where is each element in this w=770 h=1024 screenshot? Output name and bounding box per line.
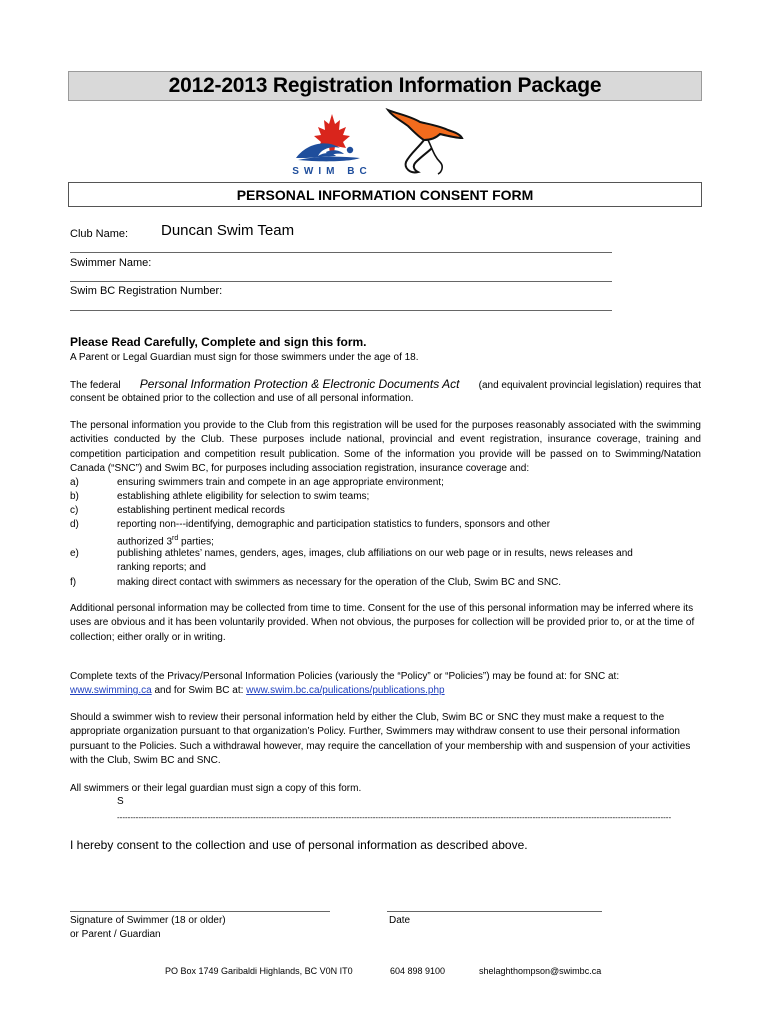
purpose-letter: d) [70, 519, 79, 530]
pipeda-prefix: The federal [70, 380, 121, 391]
manta-ray-logo [384, 104, 464, 182]
signature-label-2: or Parent / Guardian [70, 929, 161, 940]
date-line[interactable] [387, 911, 602, 912]
purpose-text-d-2a: authorized 3 [117, 536, 173, 548]
purpose-text-d-2b: parties; [178, 536, 214, 548]
swimbc-link[interactable]: www.swim.bc.ca/pulications/publications.php [246, 685, 445, 696]
form-title: PERSONAL INFORMATION CONSENT FORM [68, 182, 702, 207]
swimbc-logo [288, 112, 376, 182]
ordinal-suffix: rd [172, 535, 179, 542]
footer-phone: 604 898 9100 [390, 966, 446, 976]
purpose-item-e [70, 547, 79, 561]
withdrawal-text: Should a swimmer wish to review their personal information held by either the Club, Swim BC or SNC they must make a request to the appropriate organization pursuant to that organization’s Policy. Further, Swimmers may withdraw consent to use their personal information pursuant to the Policies. Such a withdrawal however, may require the cancellation of your membership with and suspension of your activities with the Club, Swim BC and SNC. [70, 712, 691, 766]
pipeda-line2: consent be obtained prior to the collection and use of all personal information. [70, 393, 414, 404]
signature-line[interactable] [70, 911, 330, 912]
additional-info: Additional personal information may be collected from time to time. Consent for the use of this personal information may be inferred where its uses are obvious and it has been voluntarily provided. When not obvious, the purposes for collection will be provided prior to, or at the time of collection; either orally or in writing. [70, 603, 695, 643]
guardian-note: A Parent or Legal Guardian must sign for those swimmers under the age of 18. [70, 352, 419, 363]
purpose-letter: b) [70, 491, 79, 502]
registration-number-label: Swim BC Registration Number: [70, 285, 223, 297]
purposes-intro: The personal information you provide to the Club from this registration will be used for the purposes reasonably associated with the swimming activities conducted by the Club. These purposes include national, provincial and event registration, insurance coverage, training and competition participation and competition result publication. Some of the information you provide will be passed on to Swimming/Natation Canada (“SNC”) and Swim BC, for purposes including association registration, insurance coverage and: [70, 420, 701, 474]
purpose-item-d [70, 518, 79, 532]
purpose-text-b: establishing athlete eligibility for selection to swim teams; [117, 491, 370, 502]
stray-letter: S [117, 796, 124, 807]
sign-copy-note: All swimmers or their legal guardian must sign a copy of this form. [70, 783, 362, 794]
club-name-label: Club Name: [70, 228, 129, 240]
policies-mid: and for Swim BC at: [154, 685, 244, 696]
purpose-letter: a) [70, 477, 79, 488]
purpose-text-e-2: ranking reports; and [117, 562, 206, 573]
purpose-text-c: establishing pertinent medical records [117, 505, 285, 516]
purpose-text-d: reporting non---identifying, demographic and participation statistics to funders, sponsors and other [117, 519, 551, 530]
swimmer-name-line[interactable] [70, 281, 612, 282]
snc-link[interactable]: www.swimming.ca [70, 685, 152, 696]
purpose-letter: f) [70, 577, 77, 588]
purpose-letter: e) [70, 548, 79, 559]
package-title: 2012-2013 Registration Information Package [68, 71, 702, 101]
consent-statement: I hereby consent to the collection and use of personal information as described above. [70, 838, 528, 852]
logo-text: SWIM BC [292, 166, 372, 177]
footer-address: PO Box 1749 Garibaldi Highlands, BC V0N IT0 [165, 966, 353, 976]
pipeda-act: Personal Information Protection & Electronic Documents Act [139, 377, 460, 391]
purpose-item-c [70, 504, 78, 518]
policies-links [70, 684, 701, 698]
date-label: Date [389, 915, 411, 926]
swimmer-name-label: Swimmer Name: [70, 257, 152, 269]
purpose-text-a: ensuring swimmers train and compete in an age appropriate environment; [117, 477, 444, 488]
instructions-heading: Please Read Carefully, Complete and sign this form. [70, 335, 367, 349]
purpose-text-e: publishing athletes’ names, genders, ages, images, club affiliations on our web page or in results, news releases and [117, 548, 633, 559]
purpose-item-f [70, 576, 76, 590]
registration-number-line[interactable] [70, 310, 612, 311]
purpose-letter: c) [70, 505, 79, 516]
policies-text: Complete texts of the Privacy/Personal Information Policies (variously the “Policy” or “Policies”) may be found at: for SNC at: [70, 671, 620, 682]
pipeda-suffix: (and equivalent provincial legislation) requires that [478, 380, 701, 391]
club-name-line [70, 252, 612, 253]
signature-label: Signature of Swimmer (18 or older) [70, 915, 226, 926]
purpose-text-f: making direct contact with swimmers as necessary for the operation of the Club, Swim BC and SNC. [117, 577, 562, 588]
club-name-value[interactable]: Duncan Swim Team [161, 222, 295, 239]
footer-email: shelaghthompson@swimbc.ca [479, 966, 602, 976]
manta-ray-icon [384, 104, 464, 182]
dashed-separator: ---------------------------------------------------------------------------------------------------------------------------------------------------------------------------------------------------------------- [117, 813, 672, 822]
pipeda-line1 [70, 377, 701, 391]
purpose-item-b [70, 490, 79, 504]
purpose-item-a [70, 476, 79, 490]
